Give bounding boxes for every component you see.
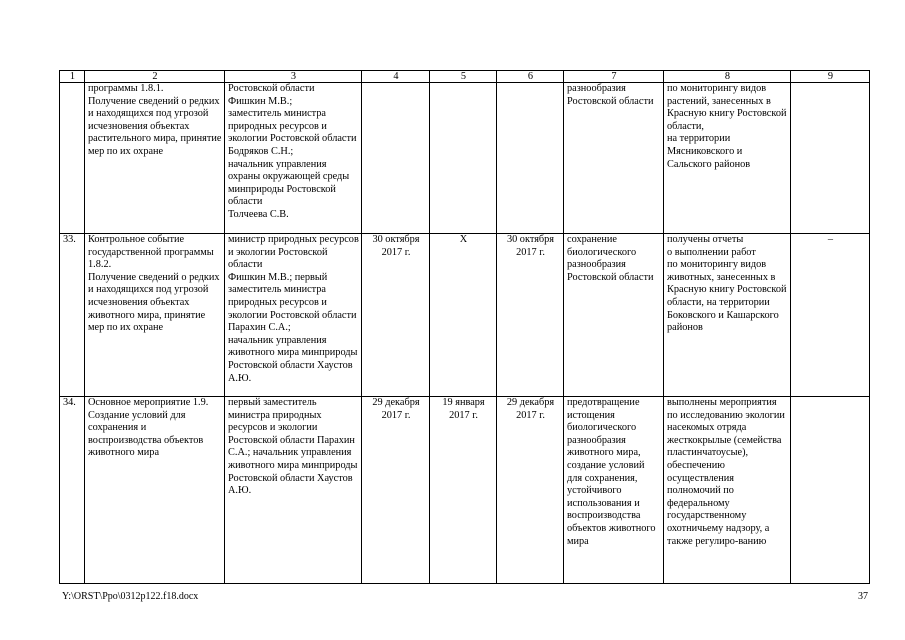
end-date [497, 83, 564, 234]
fact-date: 19 января 2017 г. [430, 397, 497, 584]
header-cell: 6 [497, 71, 564, 83]
plan-date: 29 декабря 2017 г. [362, 397, 430, 584]
header-cell: 9 [791, 71, 870, 83]
header-cell: 4 [362, 71, 430, 83]
responsible: первый заместитель министра природных ресурсов и экологии Ростовской области Парахин С.А.; начальник управления животного мира минприроды Ростовской области Хаустов А.Ю. [225, 397, 362, 584]
table-header-row [60, 71, 870, 83]
row-number [60, 83, 85, 234]
planned-result: сохранение биологического разнообразия Ростовской области [564, 234, 664, 397]
planned-result: предотвращение истощения биологического разнообразия животного мира, создание условий для сохранения, устойчивого использования и воспроизводства объектов животного мира [564, 397, 664, 584]
responsible: министр природных ресурсов и экологии Ростовской области Фишкин М.В.; первый заместитель министра природных ресурсов и экологии Ростовской области Парахин С.А.; начальник управления животного мира минприроды Ростовской области Хаустов А.Ю. [225, 234, 362, 397]
note [791, 83, 870, 234]
actual-result: по мониторингу видов растений, занесенных в Красную книгу Ростовской области, на территории Мясниковского и Сальского районов [664, 83, 791, 234]
header-cell: 7 [564, 71, 664, 83]
activity-name: программы 1.8.1. Получение сведений о редких и находящихся под угрозой исчезновения объектах растительного мира, принятие мер по их охране [85, 83, 225, 234]
file-path-footer: Y:\ORST\Ppo\0312p122.f18.docx [62, 591, 199, 602]
header-cell: 2 [85, 71, 225, 83]
header-cell: 1 [60, 71, 85, 83]
note [791, 397, 870, 584]
fact-date [430, 83, 497, 234]
report-table [59, 70, 870, 584]
actual-result: выполнены мероприятия по исследованию экологии насекомых отряда жесткокрылые (семейства пластинчатоусые), обеспечению осуществления полномочий по федеральному государственному охотничьему надзору, а также регулиро-ванию [664, 397, 791, 584]
table-row [60, 234, 870, 397]
actual-result: получены отчеты о выполнении работ по мониторингу видов животных, занесенных в Красную книгу Ростовской области, на территории Боковского и Кашарского районов [664, 234, 791, 397]
plan-date [362, 83, 430, 234]
header-cell: 5 [430, 71, 497, 83]
header-cell: 8 [664, 71, 791, 83]
planned-result: разнообразия Ростовской области [564, 83, 664, 234]
header-cell: 3 [225, 71, 362, 83]
row-number: 34. [60, 397, 85, 584]
table-row [60, 83, 870, 234]
responsible: Ростовской области Фишкин М.В.; заместитель министра природных ресурсов и экологии Ростовской области Бодряков С.Н.; начальник управления охраны окружающей среды минприроды Ростовской области Толчеева С.В. [225, 83, 362, 234]
plan-date: 30 октября 2017 г. [362, 234, 430, 397]
fact-date: Х [430, 234, 497, 397]
note: – [791, 234, 870, 397]
activity-name: Основное мероприятие 1.9. Создание условий для сохранения и воспроизводства объектов животного мира [85, 397, 225, 584]
activity-name: Контрольное событие государственной программы 1.8.2. Получение сведений о редких и находящихся под угрозой исчезновения объектах животного мира, принятие мер по их охране [85, 234, 225, 397]
end-date: 29 декабря 2017 г. [497, 397, 564, 584]
row-number: 33. [60, 234, 85, 397]
table-row [60, 397, 870, 584]
page-number: 37 [858, 591, 868, 602]
end-date: 30 октября 2017 г. [497, 234, 564, 397]
